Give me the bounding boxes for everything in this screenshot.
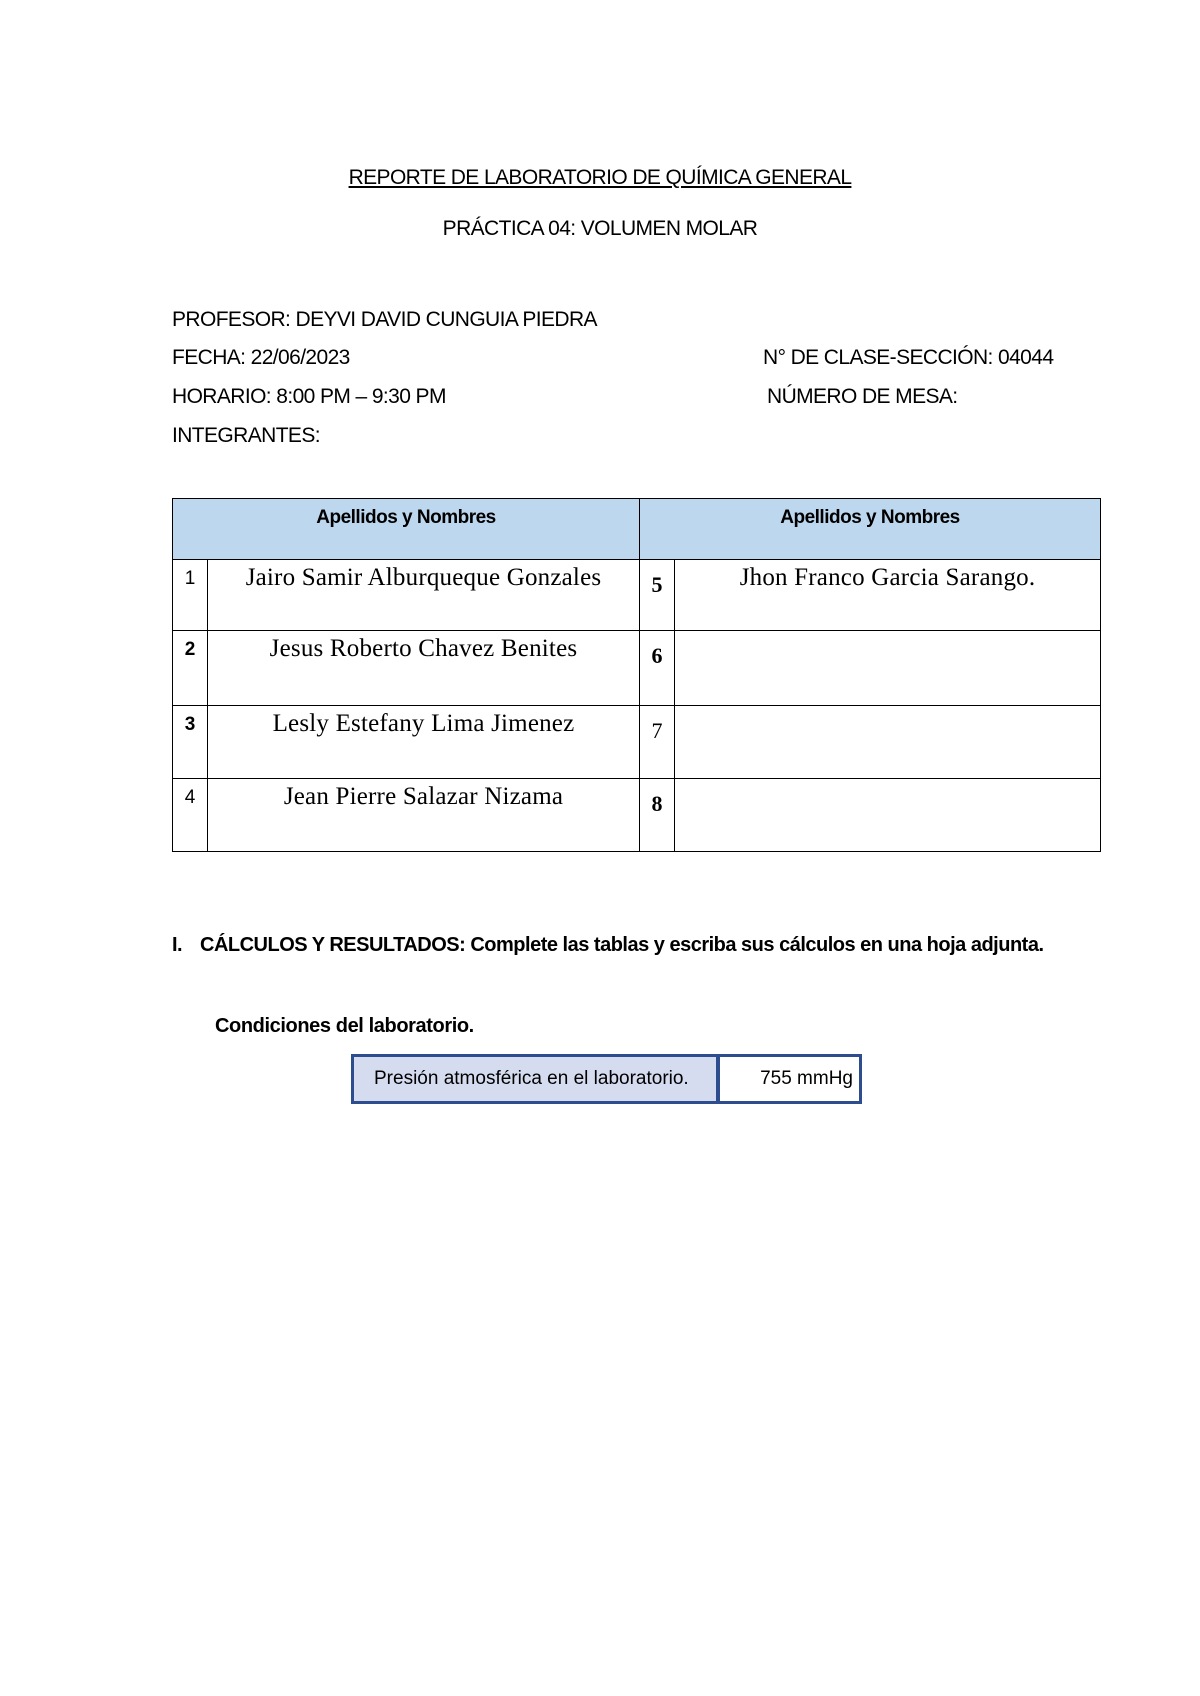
table-row <box>173 631 1101 706</box>
date-line: FECHA: 22/06/2023 <box>172 346 350 369</box>
row-number: 6 <box>640 631 675 706</box>
table-row <box>173 706 1101 779</box>
members-label: INTEGRANTES: <box>172 424 320 447</box>
pressure-label: Presión atmosférica en el laboratorio. <box>354 1057 720 1101</box>
pressure-value: 755 mmHg <box>720 1057 859 1101</box>
header-left: Apellidos y Nombres <box>173 499 640 560</box>
row-number: 1 <box>173 560 208 631</box>
row-number: 5 <box>640 560 675 631</box>
member-name: Jean Pierre Salazar Nizama <box>208 779 640 852</box>
row-number: 2 <box>173 631 208 706</box>
member-name <box>675 706 1101 779</box>
schedule-line: HORARIO: 8:00 PM – 9:30 PM <box>172 385 446 408</box>
row-number: 8 <box>640 779 675 852</box>
member-name: Jhon Franco Garcia Sarango. <box>675 560 1101 631</box>
header-right: Apellidos y Nombres <box>640 499 1101 560</box>
table-row <box>173 560 1101 631</box>
member-name <box>675 779 1101 852</box>
row-number: 7 <box>640 706 675 779</box>
row-number: 4 <box>173 779 208 852</box>
member-name: Lesly Estefany Lima Jimenez <box>208 706 640 779</box>
table-row <box>173 779 1101 852</box>
pressure-table <box>351 1054 862 1104</box>
section-numeral: I. <box>172 934 183 956</box>
practice-subtitle: PRÁCTICA 04: VOLUMEN MOLAR <box>442 217 758 240</box>
section-heading <box>172 934 1044 957</box>
report-title: REPORTE DE LABORATORIO DE QUÍMICA GENERAL <box>348 166 852 189</box>
professor-line: PROFESOR: DEYVI DAVID CUNGUIA PIEDRA <box>172 308 597 331</box>
members-table <box>172 498 1101 852</box>
members-table-header <box>173 499 1101 560</box>
member-name: Jesus Roberto Chavez Benites <box>208 631 640 706</box>
member-name: Jairo Samir Alburqueque Gonzales <box>208 560 640 631</box>
row-number: 3 <box>173 706 208 779</box>
conditions-title: Condiciones del laboratorio. <box>215 1015 474 1037</box>
table-number-line: NÚMERO DE MESA: <box>767 385 958 408</box>
class-section-line: N° DE CLASE-SECCIÓN: 04044 <box>763 346 1054 369</box>
section-text: CÁLCULOS Y RESULTADOS: Complete las tablas y escriba sus cálculos en una hoja adjunta. <box>200 934 1044 956</box>
member-name <box>675 631 1101 706</box>
